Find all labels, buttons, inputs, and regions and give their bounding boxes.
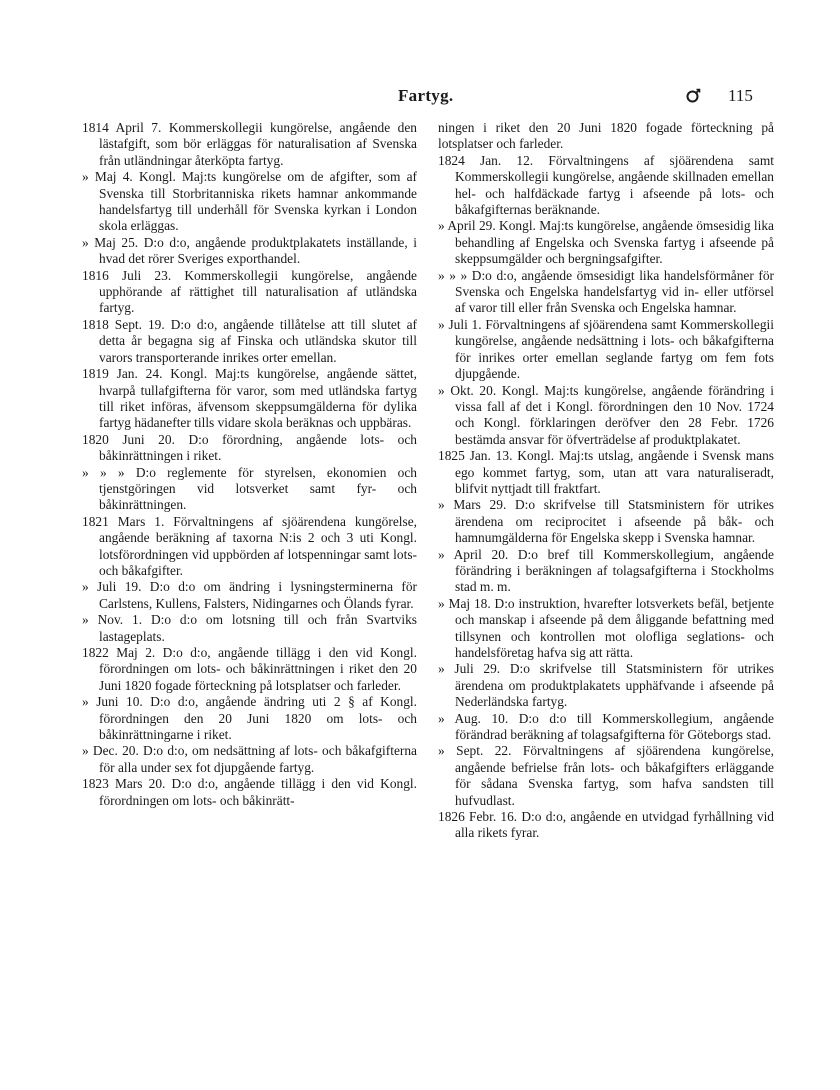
entry-1822-dec-20: » Dec. 20. D:o d:o, om nedsättning af lots- och båkafgifterna för alla under sex fot djupgående fartyg. — [82, 743, 417, 775]
mars-planet-icon — [685, 88, 701, 104]
entry-1814-maj-4: » Maj 4. Kongl. Maj:ts kungörelse om de afgifter, som af Svenska till Storbritanniska rikets hamnar ankommande handelsfartyg till underhåll för Svenska kyrkan i London skola erläggas. — [82, 169, 417, 234]
entry-1819-jan-24: 1819 Jan. 24. Kongl. Maj:ts kungörelse, angående sättet, hvarpå tullafgifterna för varor, som med utländska fartyg till riket införas, äfvensom skeppsumgälderna för dylika fartyg hädanefter tills vidare skola beräknas och uppbäras. — [82, 366, 417, 431]
entry-1816-juli-23: 1816 Juli 23. Kommerskollegii kungörelse, angående upphörande af rättighet till naturalisation af utländska fartyg. — [82, 267, 417, 316]
entry-1821-nov-1: » Nov. 1. D:o d:o om lotsning till och från Svartviks lastageplats. — [82, 612, 417, 644]
running-title: Fartyg. — [398, 86, 454, 105]
entry-1820-juni-20: 1820 Juni 20. D:o förordning, angående lots- och båkinrättningen i riket. — [82, 431, 417, 464]
left-column — [82, 120, 417, 809]
entry-1822-juni-10: » Juni 10. D:o d:o, angående ändring uti 2 § af Kongl. förordningen den 20 Juni 1820 om lots- och båkinrättningarne i riket. — [82, 694, 417, 743]
entry-1825-aug-10: » Aug. 10. D:o d:o till Kommerskollegium, angående förändrad beräkning af tolagsafgifterna för Göteborgs stad. — [438, 710, 774, 743]
entry-1823-mars-20-continued: ningen i riket den 20 Juni 1820 fogade förteckning på lotsplatser och farleder. — [438, 120, 774, 152]
entry-1824-juli-1: » Juli 1. Förvaltningens af sjöärendena samt Kommerskollegii kungörelse, angående nedsättning i lots- och båkafgifterna för inrikes orter emellan seglande fartyg om fem fots djupgående. — [438, 316, 774, 382]
entry-1825-sept-22: » Sept. 22. Förvaltningens af sjöärendena kungörelse, angående befrielse från lots- och båkafgifters erläggande för sådana Svenska fartyg, som hafva sandsten till hufvudlast. — [438, 743, 774, 808]
entry-1822-maj-2: 1822 Maj 2. D:o d:o, angående tillägg i den vid Kongl. förordningen om lots- och båkinrättningen i riket den 20 Juni 1820 fogade förteckning på lotsplatser och farleder. — [82, 645, 417, 693]
entry-1825-jan-13: 1825 Jan. 13. Kongl. Maj:ts utslag, angående i Svensk mans ego kommet fartyg, som, utan att vara naturaliseradt, blifvit nyttjadt till fraktfart. — [438, 448, 774, 496]
entry-1825-juli-29: » Juli 29. D:o skrifvelse till Statsministern för utrikes ärendena om produktplakatets upphäfvande i afseende på Nederländska fartyg. — [438, 661, 774, 710]
entry-1821-mars-1: 1821 Mars 1. Förvaltningens af sjöärendena kungörelse, angående beräkning af taxorna N:is 2 och 3 uti Kongl. lotsförordningen vid uppbörden af lotspenningar samt lots- och båkafgifter. — [82, 513, 417, 578]
page-header — [0, 86, 840, 114]
entry-1824-april-29-handel: » » » D:o d:o, angående ömsesidigt lika handelsförmåner för Svenska och Engelska handelsfartyg vid in- eller utförsel af varor till eller från Svenska och Engelska hamnar. — [438, 267, 774, 316]
entry-1820-juni-20-reglemente: » » » D:o reglemente för styrelsen, ekonomien och tjenstgöringen vid lotsverket samt fyr- och båkinrättningen. — [82, 464, 417, 513]
entry-1814-april-7: 1814 April 7. Kommerskollegii kungörelse, angående den lästafgift, som bör erläggas för naturalisation af Svenska från utländningar återköpta fartyg. — [82, 120, 417, 168]
entry-1826-febr-16: 1826 Febr. 16. D:o d:o, angående en utvidgad fyrhållning vid alla rikets fyrar. — [438, 809, 774, 841]
entry-1825-mars-29: » Mars 29. D:o skrifvelse till Statsministern för utrikes ärendena om reciprocitet i afseende på båk- och hamnumgälderna för Engelska skepp i Svenska hamnar. — [438, 497, 774, 546]
entry-1825-april-20: » April 20. D:o bref till Kommerskollegium, angående förändring i beräkningen af tolagsafgifterna i Stockholms stad m. m. — [438, 546, 774, 595]
entry-1821-juli-19: » Juli 19. D:o d:o om ändring i lysningsterminerna för Carlstens, Kullens, Falsters, Nidingarnes och Ölands fyrar. — [82, 579, 417, 611]
entry-1824-april-29: » April 29. Kongl. Maj:ts kungörelse, angående ömsesidig lika behandling af Engelska och Svenska fartyg i afseende på skeppsumgälder och bergningsafgifter. — [438, 218, 774, 267]
entry-1824-jan-12: 1824 Jan. 12. Förvaltningens af sjöärendena samt Kommerskollegii kungörelse, angående skillnaden emellan hel- och halfdäckade fartyg i afseende på lots- och båkafgifternas beräknande. — [438, 152, 774, 218]
entry-1825-maj-18: » Maj 18. D:o instruktion, hvarefter lotsverkets befäl, betjente och manskap i afseende på dem åliggande befattning med tillsynen och kontrollen mot olofliga seglations- och handelsföretag hafva sig att rätta. — [438, 595, 774, 660]
page-number: 115 — [728, 86, 753, 105]
entry-1824-okt-20: » Okt. 20. Kongl. Maj:ts kungörelse, angående förändring i vissa fall af det i Kongl. förordningen den 10 Nov. 1724 och Kongl. förklaringen deröfver den 28 Febr. 1726 bestämda ansvar för öfverträdelse af produktplakatet. — [438, 382, 774, 447]
entry-1814-maj-25: » Maj 25. D:o d:o, angående produktplakatets inställande, i hvad det rörer Sveriges exporthandel. — [82, 234, 417, 267]
right-column — [438, 120, 774, 842]
entry-1823-mars-20: 1823 Mars 20. D:o d:o, angående tillägg i den vid Kongl. förordningen om lots- och båkinrätt- — [82, 776, 417, 808]
entry-1818-sept-19: 1818 Sept. 19. D:o d:o, angående tillåtelse att till slutet af detta år begagna sig af Finska och utländska skutor till varors transporterande inrikes orter emellan. — [82, 316, 417, 365]
